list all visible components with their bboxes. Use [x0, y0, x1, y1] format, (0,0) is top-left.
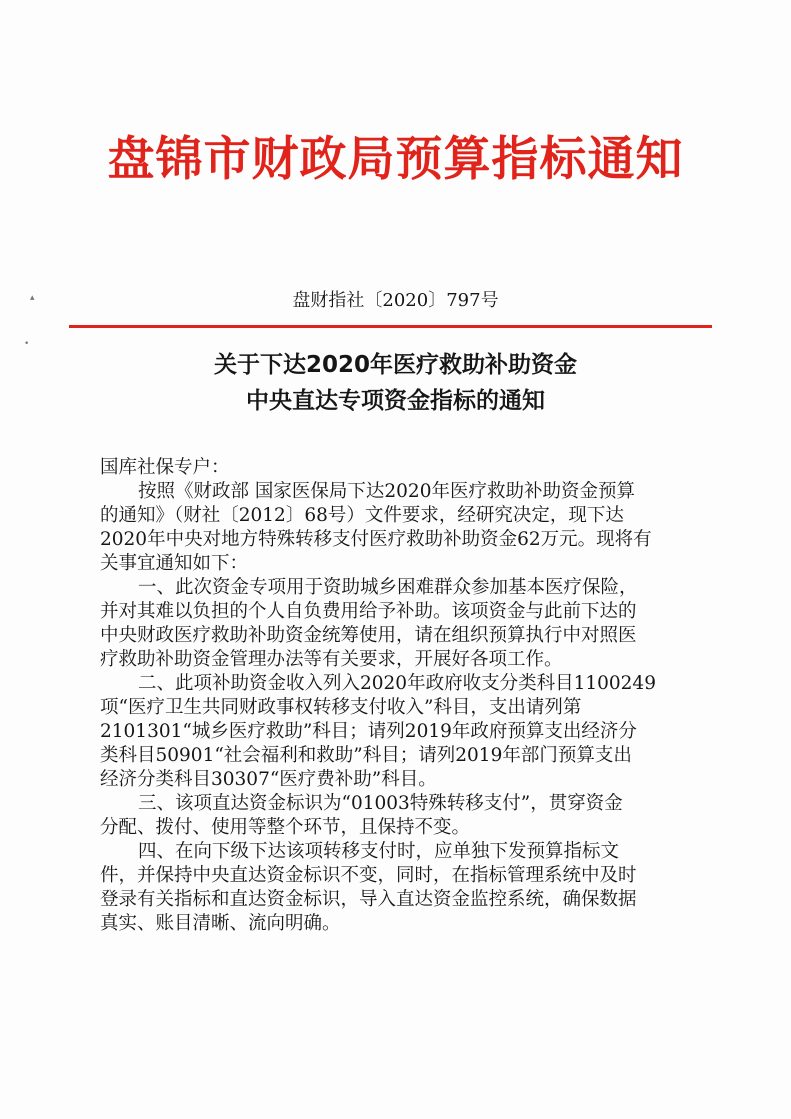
body-line: 关事宜通知如下：: [100, 553, 249, 574]
body-line: 二、此项补助资金收入列入2020年政府收支分类科目1100249: [138, 673, 656, 694]
masthead-title: 盘锦市财政局预算指标通知: [107, 132, 684, 187]
notice-body: [100, 456, 700, 936]
body-line: 中央财政医疗救助补助资金统筹使用，请在组织预算执行中对照医: [100, 625, 637, 646]
salutation: 国库社保专户：: [100, 457, 230, 478]
body-line: 分配、拨付、使用等整个环节，且保持不变。: [100, 817, 471, 838]
body-line: 疗救助补助资金管理办法等有关要求，开展好各项工作。: [100, 649, 563, 670]
red-divider-rule: [69, 325, 712, 328]
body-line: 一、此次资金专项用于资助城乡困难群众参加基本医疗保险，: [138, 577, 638, 598]
document-number: 盘财指社〔2020〕797号: [292, 290, 499, 311]
scan-speck: •: [24, 339, 30, 349]
notice-title: [60, 347, 731, 419]
body-line: 类科目50901“社会福利和救助”科目；请列2019年部门预算支出: [100, 745, 632, 766]
body-line: 登录有关指标和直达资金标识，导入直达资金监控系统，确保数据: [100, 889, 637, 910]
scan-speck: ▴: [30, 293, 35, 303]
body-line: 三、该项直达资金标识为“01003特殊转移支付”，贯穿资金: [138, 793, 623, 814]
body-line: 2020年中央对地方特殊转移支付医疗救助补助资金62万元。现将有: [100, 529, 652, 550]
body-line: 真实、账目清晰、流向明确。: [100, 913, 341, 934]
body-line: 的通知》（财社〔2012〕68号）文件要求，经研究决定，现下达: [100, 505, 624, 526]
notice-title-line-1: 关于下达2020年医疗救助补助资金: [213, 352, 577, 378]
body-line: 件，并保持中央直达资金标识不变，同时，在指标管理系统中及时: [100, 865, 637, 886]
body-line: 按照《财政部 国家医保局下达2020年医疗救助补助资金预算: [138, 481, 635, 502]
body-line: 项“医疗卫生共同财政事权转移支付收入”科目，支出请列第: [100, 697, 582, 718]
body-line: 并对其难以负担的个人自负费用给予补助。该项资金与此前下达的: [100, 601, 637, 622]
notice-title-line-2: 中央直达专项资金指标的通知: [246, 388, 545, 414]
body-line: 经济分类科目30307“医疗费补助”科目。: [100, 769, 437, 790]
body-line: 2101301“城乡医疗救助”科目；请列2019年政府预算支出经济分: [100, 721, 637, 742]
body-line: 四、在向下级下达该项转移支付时，应单独下发预算指标文: [138, 841, 620, 862]
